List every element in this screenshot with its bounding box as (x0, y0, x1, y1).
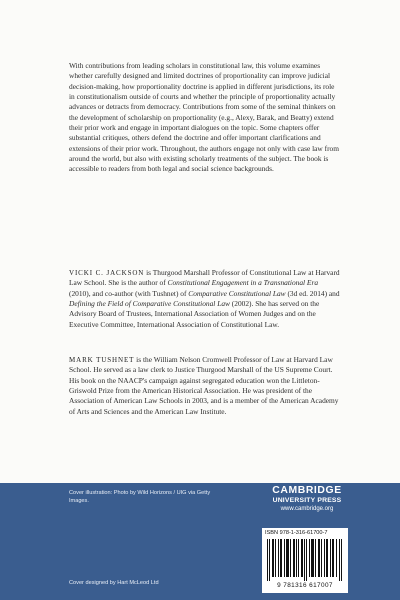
publisher-logo (262, 486, 352, 513)
publisher-url: www.cambridge.org (280, 506, 334, 512)
author-bio-tushnet: MARK TUSHNET is the William Nelson Cromwell Professor of Law at Harvard Law School. He served as a law clerk to Justice Thurgood Marshall of the US Supreme Court. His book on the NAACP's campaign against segregated education won the Littleton-Griswold Prize from the American Historical Association. He was president of the Association of American Law Schools in 2003, and is a member of the American Academy of Arts and Sciences and the American Law Institute. (69, 355, 339, 416)
cover-design-credit: Cover designed by Hart McLeod Ltd (69, 580, 159, 586)
author-bio-jackson: VICKI C. JACKSON is Thurgood Marshall Professor of Constitutional Law at Harvard Law School. She is the author of Constitutional Engagement in a Transnational Era (2010), and co-author (with Tushnet) of Comparative Constitutional Law (3d ed. 2014) and Defining the Field of Comparative Constitutional Law (2002). She has served on the Advisory Board of Trustees, International Association of Women Judges and on the Executive Committee, International Association of Constitutional Law. (69, 268, 340, 329)
author-name: VICKI C. JACKSON (69, 269, 145, 277)
publisher-name: CAMBRIDGE (272, 485, 342, 496)
isbn-label: ISBN 978-1-316-61700-7 (265, 530, 328, 536)
barcode-icon (265, 539, 345, 581)
barcode-digits: 9 781316 617007 (277, 582, 333, 589)
book-title: Comparative Constitutional Law (188, 288, 286, 298)
publisher-subtitle: UNIVERSITY PRESS (272, 497, 342, 504)
cover-illustration-credit: Cover illustration: Photo by Wild Horizons / UIG via Getty Images. (69, 490, 211, 504)
book-description: With contributions from leading scholars in constitutional law, this volume examines whether carefully designed and limited doctrines of proportionality can improve judicial decision-making, how proportionality doctrine is applied in different jurisdictions, its role in constitutionalism outside of courts and whether the principle of proportionality actually advances or detracts from democracy. Contributions from some of the seminal thinkers on the development of scholarship on proportionality (e.g., Alexy, Barak, and Beatty) extend their prior work and engage in important dialogues on the topic. Some chapters offer substantial critiques, others defend the doctrine and offer important clarifications and extensions of their prior work. Throughout, the authors engage not only with case law from around the world, but also with existing scholarly treatments of the subject. The book is accessible to readers from both legal and social science backgrounds. (69, 61, 339, 174)
author-name: MARK TUSHNET (69, 356, 135, 364)
book-title: Constitutional Engagement in a Transnational Era (167, 278, 319, 288)
book-title: Defining the Field of Comparative Constitutional Law (69, 299, 230, 309)
